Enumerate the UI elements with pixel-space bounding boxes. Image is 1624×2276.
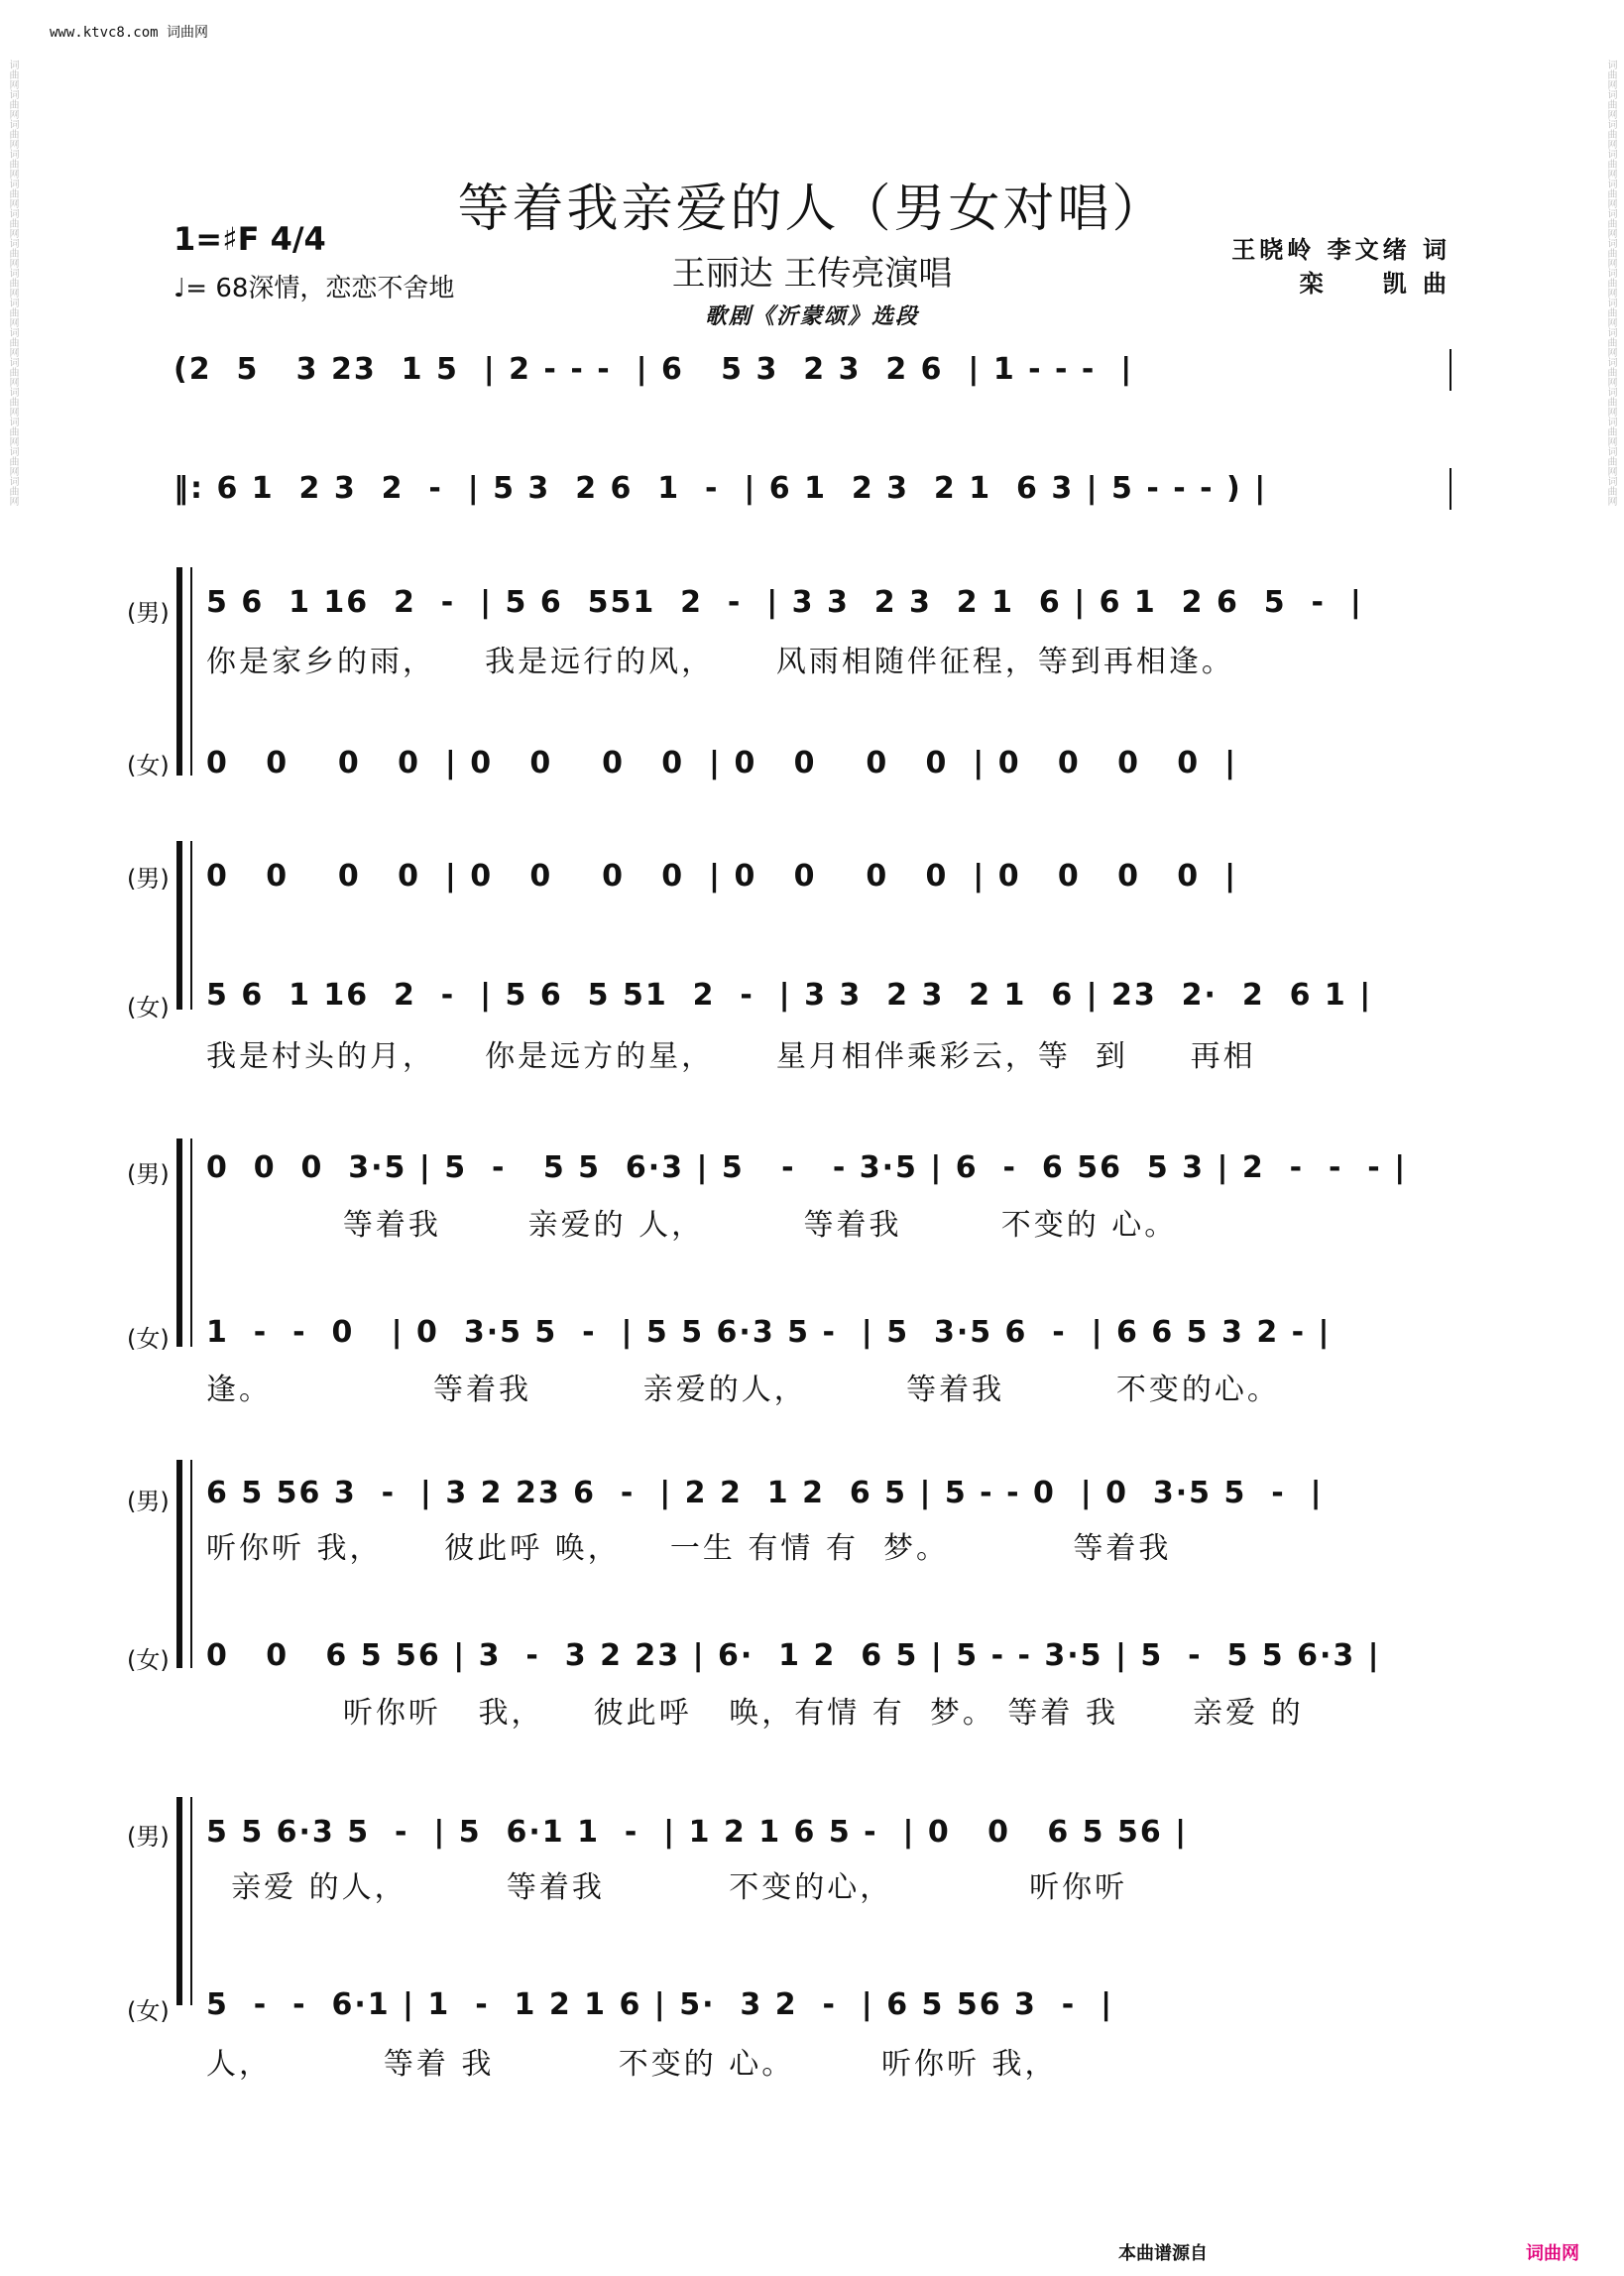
footer-source: 本曲谱源自: [1118, 2243, 1208, 2264]
part-label-female: (女): [127, 1646, 170, 1674]
system-bracket-thin: [190, 1138, 192, 1347]
intro-line-1: (2 5 3 23 1 5 | 2 - - - | 6 5 3 2 3 2 6 | 1 - - - |: [174, 352, 1134, 387]
part-label-male: (男): [127, 1823, 170, 1851]
final-barline: [1450, 349, 1451, 391]
male-lyrics: 等着我 亲爱的 人， 等着我 不变的 心。: [206, 1208, 1178, 1243]
female-lyrics: 听你听 我， 彼此呼 唤，有情 有 梦。 等着 我 亲爱 的: [206, 1696, 1304, 1731]
male-notes: 6 5 56 3 - | 3 2 23 6 - | 2 2 1 2 6 5 | 5 - - 0 | 0 3·5 5 - |: [206, 1476, 1324, 1510]
system-bracket: [176, 841, 182, 1010]
part-label-female: (女): [127, 1325, 170, 1353]
part-label-male: (男): [127, 1488, 170, 1515]
female-notes: 5 - - 6·1 | 1 - 1 2 1 6 | 5· 3 2 - | 6 5 56 3 - |: [206, 1987, 1114, 2022]
male-notes: 0 0 0 3·5 | 5 - 5 5 6·3 | 5 - - 3·5 | 6 - 6 56 5 3 | 2 - - - |: [206, 1150, 1408, 1185]
system-bracket-thin: [190, 1797, 192, 2005]
male-notes: 5 6 1 16 2 - | 5 6 551 2 - | 3 3 2 3 2 1 6 | 6 1 2 6 5 - |: [206, 585, 1363, 620]
female-notes: 0 0 0 0 | 0 0 0 0 | 0 0 0 0 | 0 0 0 0 |: [206, 746, 1238, 780]
part-label-male: (男): [127, 1160, 170, 1188]
female-notes: 1 - - 0 | 0 3·5 5 - | 5 5 6·3 5 - | 5 3·5 6 - | 6 6 5 3 2 - |: [206, 1315, 1332, 1350]
tempo-marking: ♩= 68深情，恋恋不舍地: [174, 274, 455, 303]
key-signature: 1=♯F 4/4: [174, 220, 326, 258]
final-barline: [1450, 468, 1451, 510]
male-notes: 5 5 6·3 5 - | 5 6·1 1 - | 1 2 1 6 5 - | 0 0 6 5 56 |: [206, 1815, 1189, 1850]
male-lyrics: 亲爱 的人， 等着我 不变的心， 听你听: [206, 1870, 1128, 1905]
subtitle: 歌剧《沂蒙颂》选段: [704, 303, 919, 329]
page-title: 等着我亲爱的人（男女对唱）: [457, 180, 1167, 239]
watermark-right: 词曲网词曲网词曲网词曲网词曲网词曲网词曲网词曲网词曲网词曲网词曲网词曲网词曲网词曲网词曲网: [1605, 60, 1616, 506]
performers: 王丽达 王传亮演唱: [671, 254, 953, 294]
system-bracket: [176, 1460, 182, 1668]
system-bracket: [176, 1138, 182, 1347]
system-bracket-thin: [190, 1460, 192, 1668]
female-lyrics: 逢。 等着我 亲爱的人， 等着我 不变的心。: [206, 1373, 1280, 1407]
part-label-female: (女): [127, 752, 170, 779]
watermark-left: 词曲网词曲网词曲网词曲网词曲网词曲网词曲网词曲网词曲网词曲网词曲网词曲网词曲网词曲网词曲网: [7, 60, 18, 506]
female-notes: 5 6 1 16 2 - | 5 6 5 51 2 - | 3 3 2 3 2 1 6 | 23 2· 2 6 1 |: [206, 978, 1373, 1013]
female-lyrics: 我是村头的月， 你是远方的星， 星月相伴乘彩云，等 到 再相: [206, 1039, 1256, 1074]
system-bracket-thin: [190, 841, 192, 1010]
male-notes: 0 0 0 0 | 0 0 0 0 | 0 0 0 0 | 0 0 0 0 |: [206, 859, 1238, 894]
male-lyrics: 听你听 我， 彼此呼 唤， 一生 有情 有 梦。 等着我: [206, 1531, 1172, 1566]
footer-site-link[interactable]: 词曲网: [1526, 2243, 1579, 2264]
lyricist: 王晓岭 李文绪 词: [1231, 235, 1450, 264]
female-lyrics: 人， 等着 我 不变的 心。 听你听 我，: [206, 2047, 1058, 2082]
site-url[interactable]: www.ktvc8.com 词曲网: [50, 25, 209, 41]
system-bracket: [176, 1797, 182, 2005]
part-label-female: (女): [127, 994, 170, 1021]
system-bracket-thin: [190, 567, 192, 776]
part-label-male: (男): [127, 865, 170, 893]
male-lyrics: 你是家乡的雨， 我是远行的风， 风雨相随伴征程，等到再相逢。: [206, 645, 1234, 679]
intro-line-2: ‖: 6 1 2 3 2 - | 5 3 2 6 1 - | 6 1 2 3 2 1 6 3 | 5 - - - ) |: [174, 471, 1268, 506]
composer: 栾 凯 曲: [1299, 269, 1450, 298]
part-label-male: (男): [127, 599, 170, 627]
female-notes: 0 0 6 5 56 | 3 - 3 2 23 | 6· 1 2 6 5 | 5 - - 3·5 | 5 - 5 5 6·3 |: [206, 1638, 1381, 1673]
system-bracket: [176, 567, 182, 776]
part-label-female: (女): [127, 1997, 170, 2025]
